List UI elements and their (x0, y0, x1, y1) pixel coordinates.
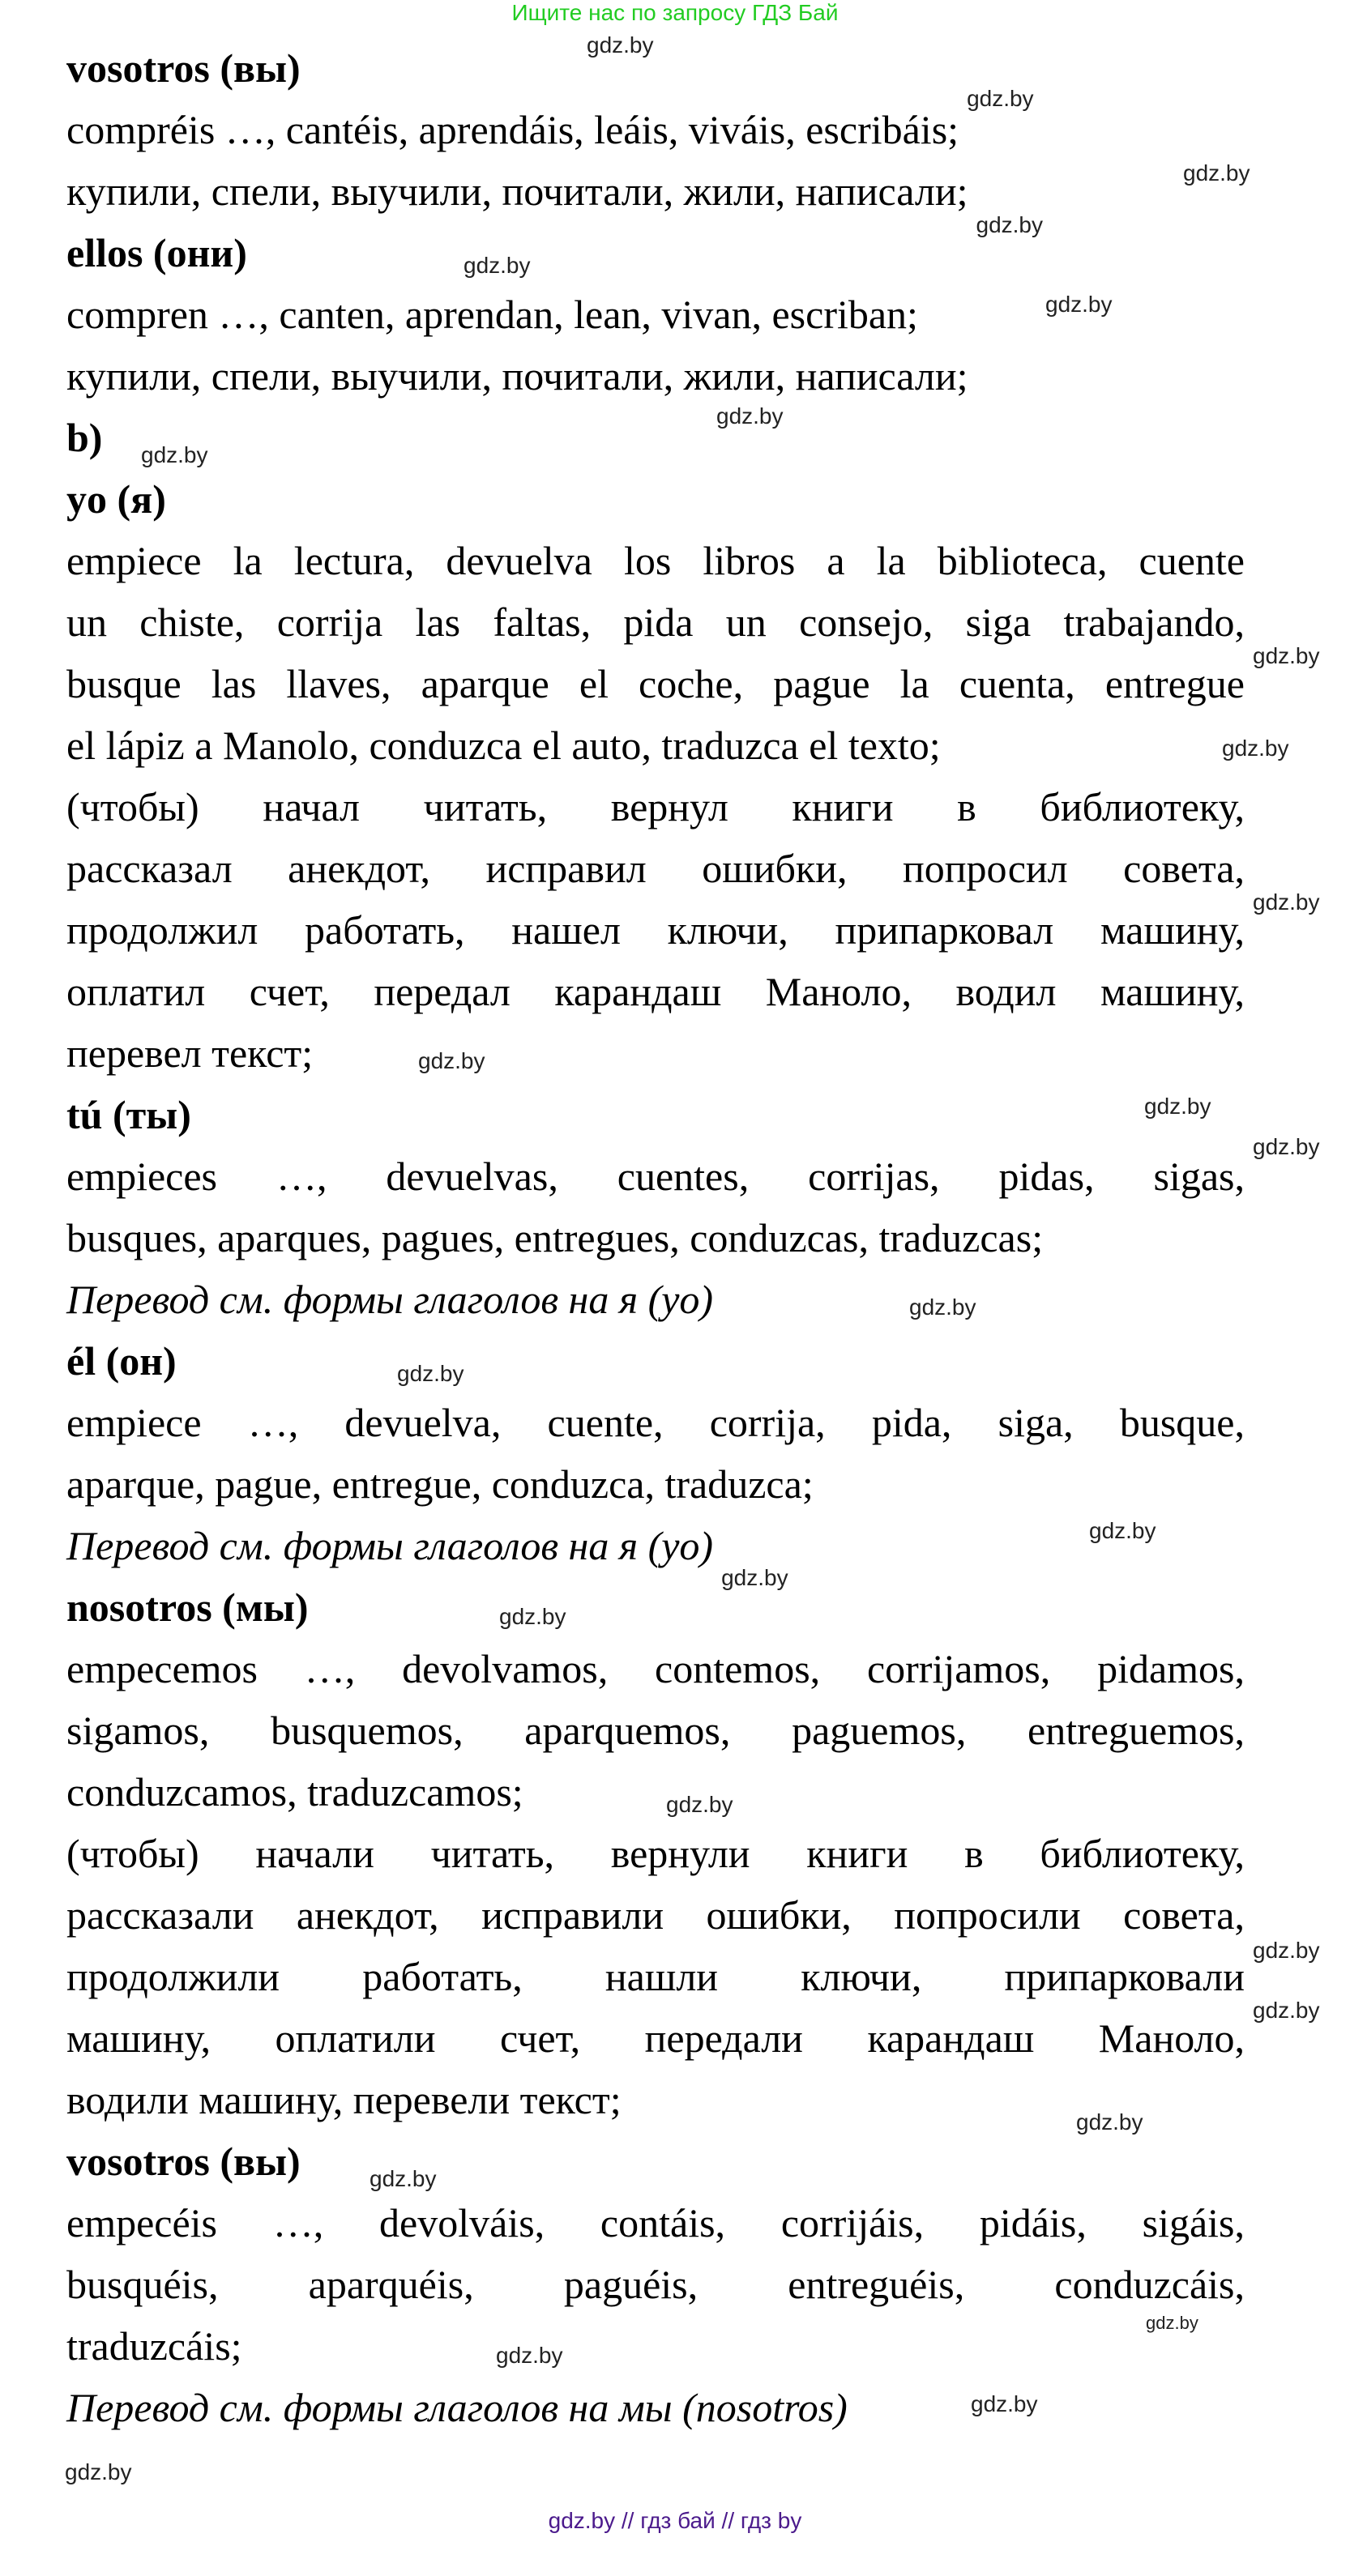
text-line: продолжили работать, нашли ключи, припарковали (66, 1954, 1245, 1999)
text-line: busque las llaves, aparque el coche, pague la cuenta, entregue (66, 661, 1245, 706)
watermark: gdz.by (1076, 2109, 1143, 2135)
watermark: gdz.by (397, 1361, 464, 1386)
watermark: gdz.by (1146, 2313, 1198, 2333)
text-line: aparque, pague, entregue, conduzca, traduzca; (66, 1461, 814, 1507)
text-line: compréis …, cantéis, aprendáis, leáis, viváis, escribáis; (66, 107, 959, 152)
watermark: gdz.by (65, 2459, 132, 2484)
text-line: машину, оплатили счет, передали карандаш Маноло, (66, 2015, 1245, 2061)
watermark: gdz.by (1253, 889, 1320, 915)
text-line: рассказали анекдот, исправили ошибки, попросили совета, (66, 1892, 1245, 1938)
section-heading: ellos (они) (66, 230, 247, 275)
text-line: водили машину, перевели текст; (66, 2077, 622, 2122)
watermark: gdz.by (1144, 1094, 1211, 1119)
section-heading: tú (ты) (66, 1092, 191, 1137)
text-line: рассказал анекдот, исправил ошибки, попросил совета, (66, 846, 1245, 891)
text-line: sigamos, busquemos, aparquemos, paguemos, entreguemos, (66, 1708, 1245, 1753)
footer-links[interactable]: gdz.by // гдз бай // гдз by (548, 2508, 802, 2533)
section-heading: b) (66, 415, 103, 460)
text-line: empieces …, devuelvas, cuentes, corrijas, pidas, sigas, (66, 1154, 1245, 1199)
watermark: gdz.by (1253, 1998, 1320, 2023)
text-line: empecéis …, devolváis, contáis, corrijáis, pidáis, sigáis, (66, 2200, 1245, 2245)
text-line: оплатил счет, передал карандаш Маноло, водил машину, (66, 969, 1245, 1014)
watermark: gdz.by (464, 253, 531, 278)
text-line: продолжил работать, нашел ключи, припарковал машину, (66, 907, 1245, 953)
watermark: gdz.by (721, 1565, 788, 1590)
text-line: busques, aparques, pagues, entregues, conduzcas, traduzcas; (66, 1215, 1044, 1260)
watermark: gdz.by (587, 32, 654, 58)
section-heading: vosotros (вы) (66, 2139, 301, 2184)
text-line: el lápiz a Manolo, conduzca el auto, traduzca el texto; (66, 723, 941, 768)
text-line: empiece la lectura, devuelva los libros a la biblioteca, cuente (66, 538, 1245, 583)
watermark: gdz.by (1253, 643, 1320, 668)
text-line: traduzcáis; (66, 2323, 242, 2369)
section-heading: nosotros (мы) (66, 1584, 309, 1630)
watermark: gdz.by (141, 442, 208, 467)
watermark: gdz.by (1089, 1518, 1156, 1543)
text-line: empiece …, devuelva, cuente, corrija, pida, siga, busque, (66, 1400, 1245, 1445)
watermark: gdz.by (1222, 736, 1289, 761)
text-line: перевел текст; (66, 1030, 314, 1076)
watermark: gdz.by (1253, 1938, 1320, 1963)
text-line: un chiste, corrija las faltas, pida un consejo, siga trabajando, (66, 599, 1245, 645)
section-heading: yo (я) (66, 476, 166, 522)
watermark: gdz.by (496, 2343, 563, 2368)
text-line: (чтобы) начали читать, вернули книги в библиотеку, (66, 1831, 1245, 1876)
watermark: gdz.by (370, 2166, 437, 2191)
translation-note: Перевод см. формы глаголов на я (yo) (66, 1277, 714, 1322)
text-line: busquéis, aparquéis, paguéis, entreguéis, conduzcáis, (66, 2262, 1245, 2307)
watermark: gdz.by (909, 1294, 976, 1320)
watermark: gdz.by (1183, 160, 1250, 186)
watermark: gdz.by (976, 212, 1043, 237)
watermark: gdz.by (967, 86, 1034, 111)
watermark: gdz.by (1253, 1134, 1320, 1159)
text-line: купили, спели, выучили, почитали, жили, написали; (66, 168, 968, 214)
section-heading: vosotros (вы) (66, 45, 301, 91)
text-line: compren …, canten, aprendan, lean, vivan, escriban; (66, 292, 918, 337)
watermark: gdz.by (499, 1604, 566, 1629)
watermark: gdz.by (971, 2391, 1038, 2416)
watermark: gdz.by (418, 1048, 485, 1073)
translation-note: Перевод см. формы глаголов на я (yo) (66, 1523, 714, 1568)
watermark: gdz.by (716, 403, 784, 429)
watermark: gdz.by (1045, 292, 1113, 317)
text-line: empecemos …, devolvamos, contemos, corrijamos, pidamos, (66, 1646, 1245, 1691)
text-line: (чтобы) начал читать, вернул книги в библиотеку, (66, 784, 1245, 830)
section-heading: él (он) (66, 1338, 177, 1384)
translation-note: Перевод см. формы глаголов на мы (nosotros) (66, 2385, 848, 2430)
text-line: купили, спели, выучили, почитали, жили, написали; (66, 353, 968, 399)
search-banner: Ищите нас по запросу ГДЗ Бай (511, 0, 839, 25)
text-line: conduzcamos, traduzcamos; (66, 1769, 523, 1815)
watermark: gdz.by (666, 1792, 733, 1817)
